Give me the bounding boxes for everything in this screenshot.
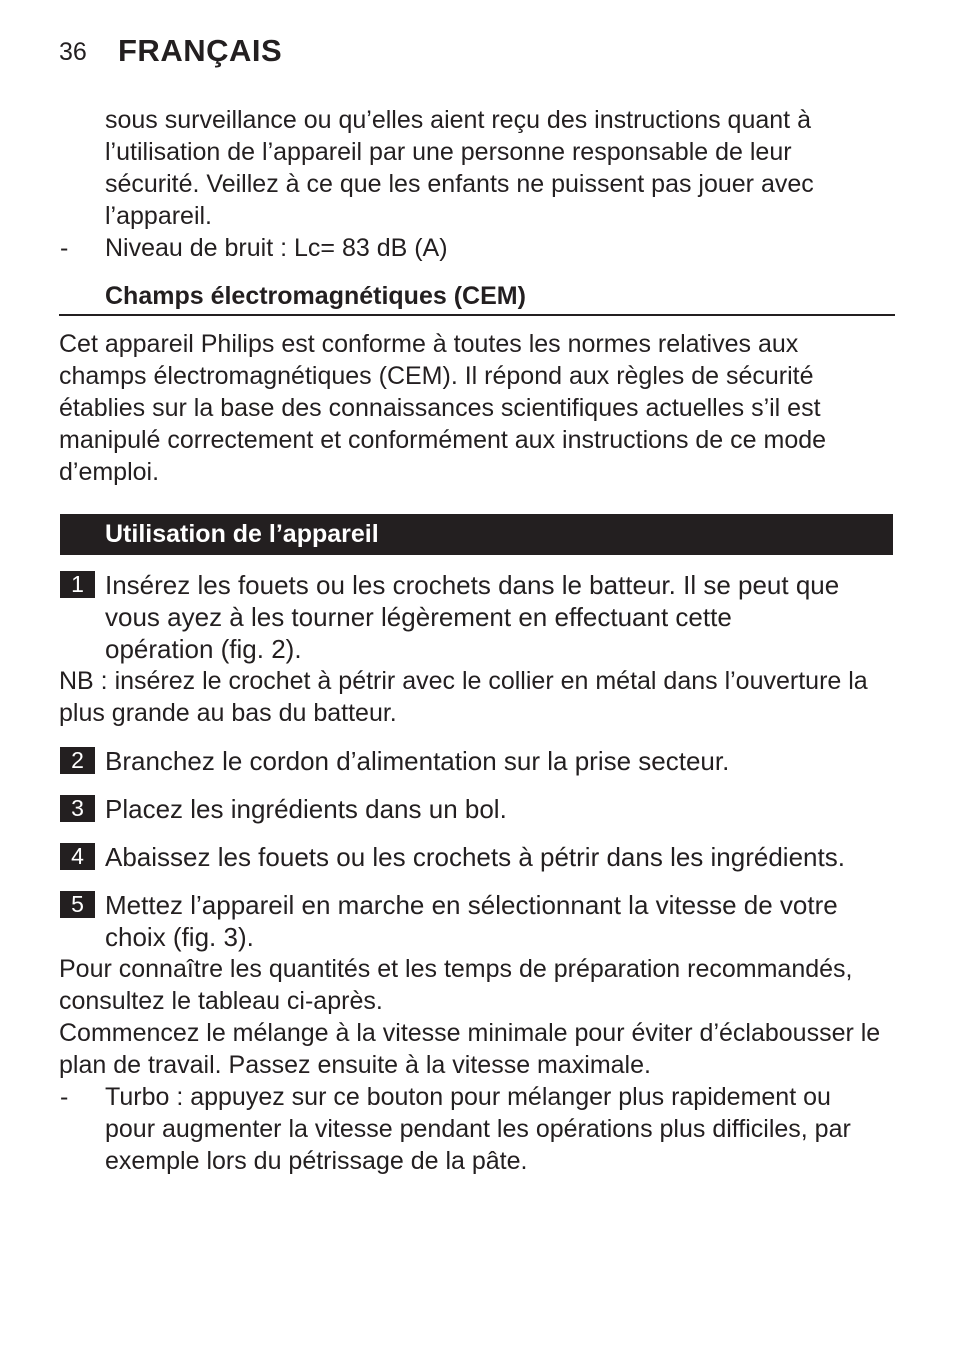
step-line: choix (fig. 3). [105,922,254,952]
paragraph-line: sous surveillance ou qu’elles aient reçu des instructions quant à [105,106,811,134]
language-title: FRANÇAIS [118,33,283,68]
paragraph-line: pour augmenter la vitesse pendant les opérations plus difficiles, par [105,1115,851,1143]
step-line: opération (fig. 2). [105,634,302,664]
paragraph-line: plus grande au bas du batteur. [59,699,397,727]
noise-level-bullet: Niveau de bruit : Lc= 83 dB (A) [105,234,448,262]
paragraph-line: l’utilisation de l’appareil par une personne responsable de leur [105,138,792,166]
paragraph-line: Pour connaître les quantités et les temps de préparation recommandés, [59,955,853,983]
paragraph-line: exemple lors du pétrissage de la pâte. [105,1147,528,1175]
paragraph-line: consultez le tableau ci-après. [59,987,383,1015]
paragraph-line: Turbo : appuyez sur ce bouton pour mélanger plus rapidement ou [105,1083,831,1111]
step-number-badge: 4 [60,843,95,870]
emf-heading: Champs électromagnétiques (CEM) [105,282,526,310]
step-number-badge: 2 [60,747,95,774]
step-line: Branchez le cordon d’alimentation sur la prise secteur. [105,746,730,776]
paragraph-line: l’appareil. [105,202,213,230]
bullet-dash: - [60,1083,69,1111]
paragraph-line: plan de travail. Passez ensuite à la vitesse maximale. [59,1051,651,1079]
section-title: Utilisation de l’appareil [105,520,379,548]
paragraph-line: d’emploi. [59,458,160,486]
paragraph-line: manipulé correctement et conformément aux instructions de ce mode [59,426,827,454]
page-number: 36 [59,38,87,66]
step-number-badge: 5 [60,891,95,918]
step-line: Mettez l’appareil en marche en sélectionnant la vitesse de votre [105,890,838,920]
bullet-dash: - [60,234,69,262]
paragraph-line: Commencez le mélange à la vitesse minimale pour éviter d’éclabousser le [59,1019,881,1047]
paragraph-line: champs électromagnétiques (CEM). Il répond aux règles de sécurité [59,362,814,390]
step-number-badge: 3 [60,795,95,822]
step-line: Placez les ingrédients dans un bol. [105,794,507,824]
paragraph-line: Cet appareil Philips est conforme à toutes les normes relatives aux [59,330,799,358]
step-number-badge: 1 [60,571,95,598]
step-line: Insérez les fouets ou les crochets dans le batteur. Il se peut que [105,570,840,600]
paragraph-line: établies sur la base des connaissances scientifiques actuelles s’il est [59,394,821,422]
paragraph-line: sécurité. Veillez à ce que les enfants ne puissent pas jouer avec [105,170,814,198]
step-line: vous ayez à les tourner légèrement en effectuant cette [105,602,732,632]
paragraph-line: NB : insérez le crochet à pétrir avec le collier en métal dans l’ouverture la [59,667,868,695]
section-header-bar [60,514,893,555]
heading-rule [59,314,895,316]
step-line: Abaissez les fouets ou les crochets à pétrir dans les ingrédients. [105,842,845,872]
